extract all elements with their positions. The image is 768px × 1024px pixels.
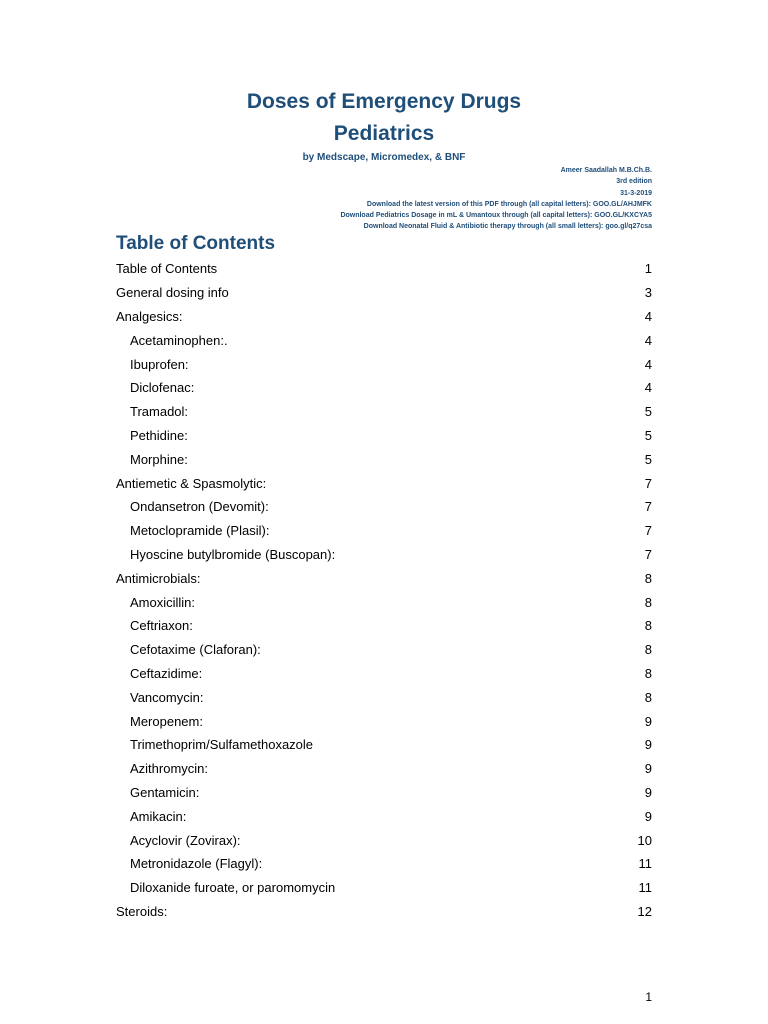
toc-entry[interactable] bbox=[116, 281, 652, 305]
toc-entry-label: Metronidazole (Flagyl): bbox=[130, 856, 263, 872]
toc-entry[interactable] bbox=[116, 400, 652, 424]
toc-entry-label: Steroids: bbox=[116, 903, 168, 919]
toc-entry-label: Amoxicillin: bbox=[130, 594, 196, 610]
toc-entry-page: 8 bbox=[644, 642, 652, 658]
toc-entry-label: Trimethoprim/Sulfamethoxazole bbox=[130, 737, 314, 753]
byline: by Medscape, Micromedex, & BNF bbox=[302, 152, 466, 163]
toc-entry-page: 8 bbox=[644, 618, 652, 634]
toc-entry[interactable] bbox=[116, 757, 652, 781]
download-link-dosage[interactable]: Download Pediatrics Dosage in mL & Umantoux through (all capital letters): GOO.GL/KXCYA5 bbox=[340, 212, 652, 220]
toc-entry-label: Antimicrobials: bbox=[116, 570, 201, 586]
toc-entry-page: 12 bbox=[637, 903, 652, 919]
toc-heading: Table of Contents bbox=[116, 233, 276, 254]
toc-entry[interactable] bbox=[116, 828, 652, 852]
table-of-contents bbox=[116, 257, 652, 923]
toc-entry[interactable] bbox=[116, 424, 652, 448]
toc-entry[interactable] bbox=[116, 447, 652, 471]
toc-entry[interactable] bbox=[116, 900, 652, 924]
toc-entry-label: Azithromycin: bbox=[130, 761, 209, 777]
toc-entry[interactable] bbox=[116, 352, 652, 376]
document-subtitle: Pediatrics bbox=[333, 122, 435, 145]
toc-entry[interactable] bbox=[116, 495, 652, 519]
toc-entry-page: 10 bbox=[637, 832, 652, 848]
toc-entry-label: Ibuprofen: bbox=[130, 356, 189, 372]
toc-entry-label: Diclofenac: bbox=[130, 380, 195, 396]
toc-entry[interactable] bbox=[116, 638, 652, 662]
toc-entry-page: 3 bbox=[644, 285, 652, 301]
toc-entry-label: Analgesics: bbox=[116, 308, 183, 324]
toc-entry-label: Meropenem: bbox=[130, 713, 203, 729]
toc-entry-label: Ondansetron (Devomit): bbox=[130, 499, 269, 515]
toc-entry-page: 11 bbox=[638, 880, 652, 896]
toc-entry-label: Acyclovir (Zovirax): bbox=[130, 832, 241, 848]
toc-entry-label: Cefotaxime (Claforan): bbox=[130, 642, 261, 658]
toc-entry[interactable] bbox=[116, 709, 652, 733]
toc-entry[interactable] bbox=[116, 566, 652, 590]
author-meta-block bbox=[340, 165, 652, 233]
toc-entry-page: 9 bbox=[644, 761, 652, 777]
document-title: Doses of Emergency Drugs bbox=[246, 90, 522, 113]
toc-entry-page: 4 bbox=[644, 308, 652, 324]
toc-entry-page: 9 bbox=[644, 784, 652, 800]
page-number: 1 bbox=[645, 990, 652, 1004]
toc-entry-page: 4 bbox=[644, 380, 652, 396]
toc-entry[interactable] bbox=[116, 733, 652, 757]
toc-entry-page: 9 bbox=[644, 808, 652, 824]
toc-entry-page: 8 bbox=[644, 594, 652, 610]
toc-entry-page: 8 bbox=[644, 689, 652, 705]
toc-entry-page: 1 bbox=[644, 261, 652, 277]
download-link-latest[interactable]: Download the latest version of this PDF through (all capital letters): GOO.GL/AHJMFK bbox=[366, 200, 652, 208]
toc-entry-label: Antiemetic & Spasmolytic: bbox=[116, 475, 267, 491]
toc-entry-label: Morphine: bbox=[130, 451, 188, 467]
toc-entry-label: Metoclopramide (Plasil): bbox=[130, 523, 270, 539]
toc-entry-label: Ceftriaxon: bbox=[130, 618, 193, 634]
toc-entry-label: General dosing info bbox=[116, 285, 229, 301]
toc-entry-label: Diloxanide furoate, or paromomycin bbox=[130, 880, 336, 896]
toc-entry-page: 7 bbox=[644, 499, 652, 515]
toc-entry-page: 5 bbox=[644, 404, 652, 420]
toc-entry-page: 5 bbox=[644, 451, 652, 467]
toc-entry-page: 7 bbox=[644, 523, 652, 539]
toc-entry[interactable] bbox=[116, 685, 652, 709]
toc-entry-label: Acetaminophen:. bbox=[130, 332, 228, 348]
toc-entry[interactable] bbox=[116, 305, 652, 329]
toc-entry[interactable] bbox=[116, 876, 652, 900]
toc-entry[interactable] bbox=[116, 804, 652, 828]
author-name: Ameer Saadallah M.B.Ch.B. bbox=[560, 167, 652, 174]
toc-entry[interactable] bbox=[116, 662, 652, 686]
toc-entry-page: 4 bbox=[644, 332, 652, 348]
toc-entry-page: 8 bbox=[644, 665, 652, 681]
toc-entry-page: 7 bbox=[644, 475, 652, 491]
toc-entry-label: Hyoscine butylbromide (Buscopan): bbox=[130, 546, 336, 562]
toc-entry[interactable] bbox=[116, 257, 652, 281]
toc-entry-label: Ceftazidime: bbox=[130, 665, 203, 681]
toc-entry[interactable] bbox=[116, 471, 652, 495]
toc-entry-page: 4 bbox=[644, 356, 652, 372]
toc-entry[interactable] bbox=[116, 852, 652, 876]
toc-entry-page: 7 bbox=[644, 546, 652, 562]
toc-entry[interactable] bbox=[116, 781, 652, 805]
toc-entry-page: 11 bbox=[638, 856, 652, 872]
toc-entry-label: Vancomycin: bbox=[130, 689, 204, 705]
toc-entry[interactable] bbox=[116, 519, 652, 543]
download-link-neonatal[interactable]: Download Neonatal Fluid & Antibiotic therapy through (all small letters): goo.gl/q27csa bbox=[363, 223, 652, 231]
toc-entry[interactable] bbox=[116, 376, 652, 400]
toc-entry-label: Table of Contents bbox=[116, 261, 218, 277]
toc-entry-page: 8 bbox=[644, 570, 652, 586]
toc-entry-label: Tramadol: bbox=[130, 404, 189, 420]
toc-entry[interactable] bbox=[116, 614, 652, 638]
toc-entry-label: Pethidine: bbox=[130, 427, 188, 443]
toc-entry[interactable] bbox=[116, 590, 652, 614]
date: 31-3-2019 bbox=[620, 189, 652, 197]
edition: 3rd edition bbox=[616, 178, 652, 186]
toc-entry[interactable] bbox=[116, 328, 652, 352]
toc-entry-page: 9 bbox=[644, 737, 652, 753]
toc-entry-label: Amikacin: bbox=[130, 808, 187, 824]
toc-entry-page: 5 bbox=[644, 427, 652, 443]
toc-entry-label: Gentamicin: bbox=[130, 784, 200, 800]
toc-entry[interactable] bbox=[116, 543, 652, 567]
toc-entry-page: 9 bbox=[644, 713, 652, 729]
